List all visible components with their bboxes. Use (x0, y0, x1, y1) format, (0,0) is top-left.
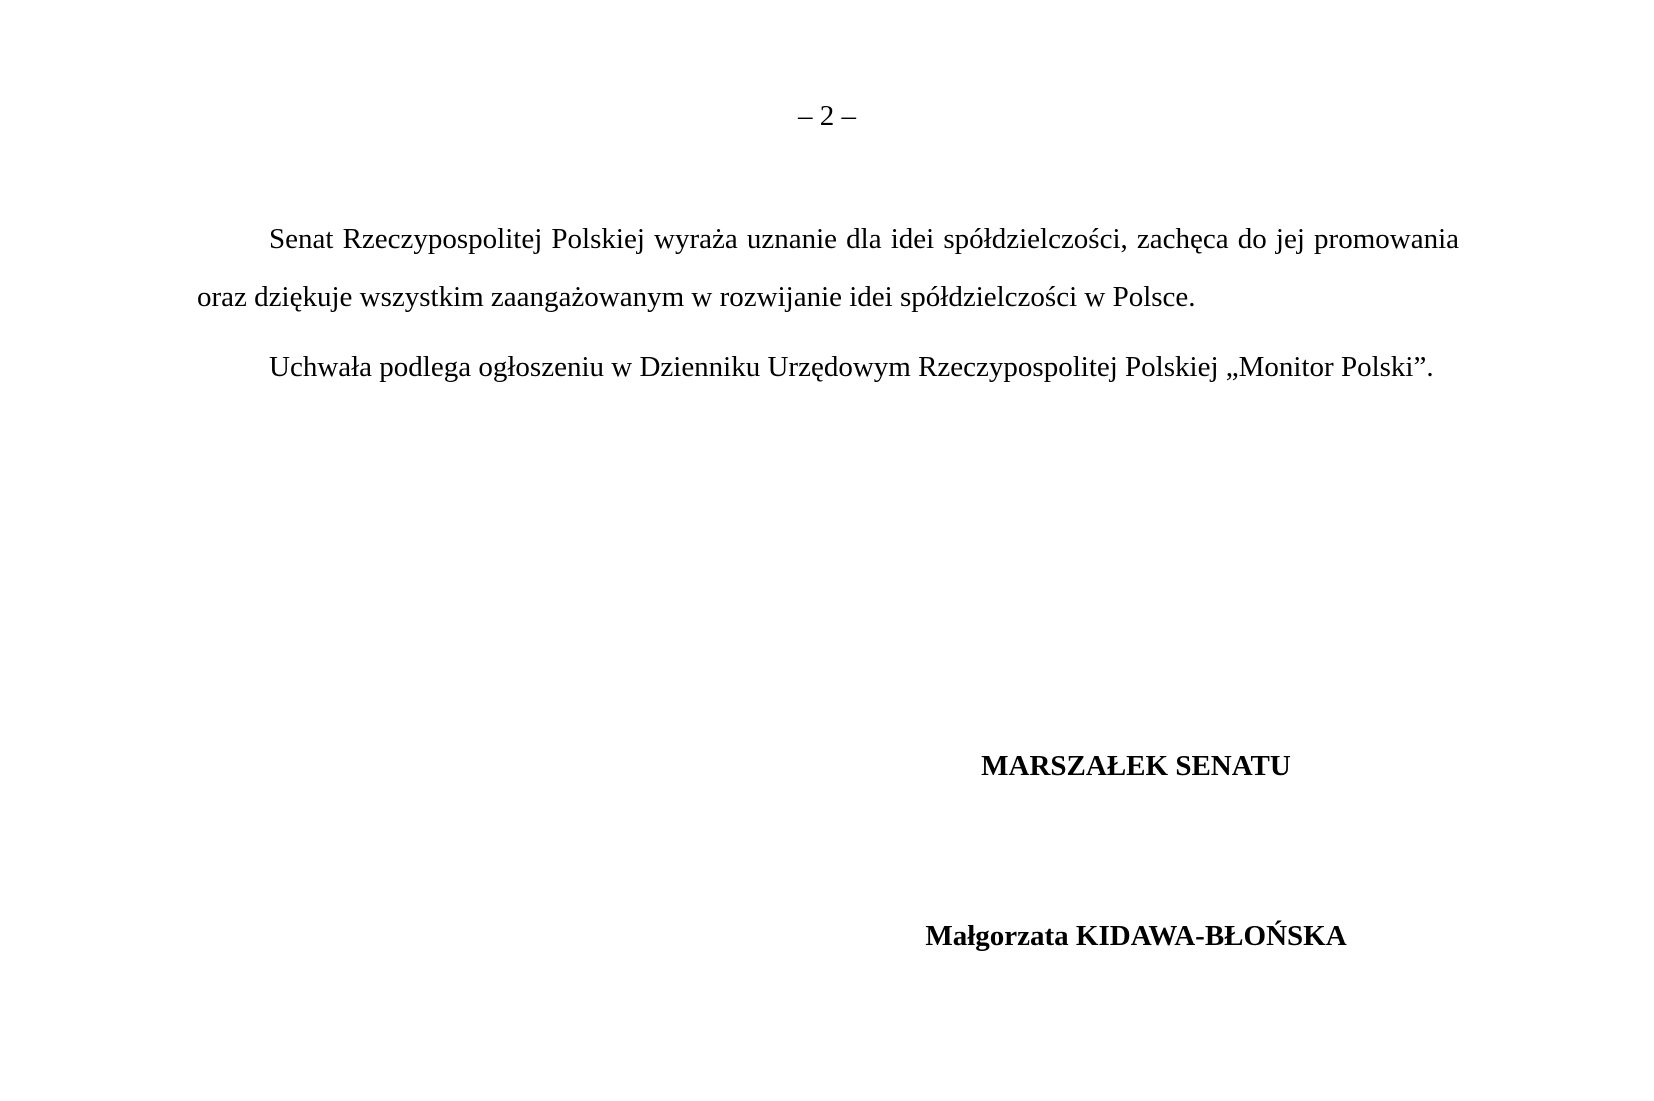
paragraph-publication: Uchwała podlega ogłoszeniu w Dzienniku Urzędowym Rzeczypospolitej Polskiej „Monitor Polski”. (269, 351, 1434, 383)
signature-block (830, 748, 1442, 954)
signatory-title: MARSZAŁEK SENATU (981, 750, 1291, 782)
signatory-name: Małgorzata KIDAWA-BŁOŃSKA (925, 920, 1347, 952)
page-number: – 2 – (798, 100, 856, 132)
body-text (197, 210, 1459, 408)
paragraph-appreciation: Senat Rzeczypospolitej Polskiej wyraża uznanie dla idei spółdzielczości, zachęca do jej promowania oraz dziękuje wszystkim zaangażowanym w rozwijanie idei spółdzielczości w Polsce. (197, 223, 1459, 313)
